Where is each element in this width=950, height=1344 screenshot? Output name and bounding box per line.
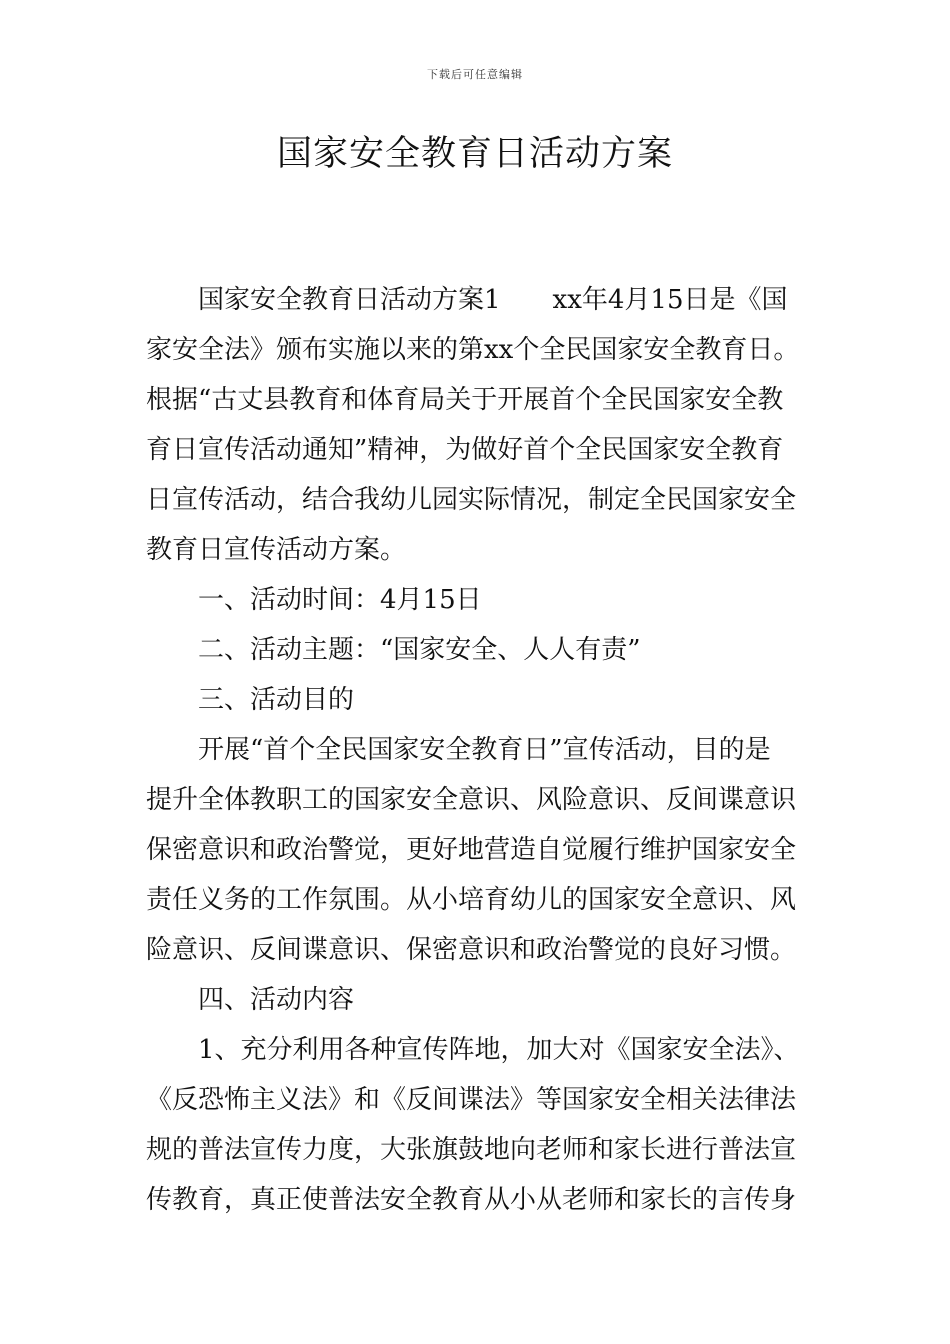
text-line: 1、充分利用各种宣传阵地，加大对《国家安全法》、 <box>198 1035 800 1065</box>
text-line: 保密意识和政治警觉，更好地营造自觉履行维护国家安全 <box>146 835 797 865</box>
text-line: 险意识、反间谍意识、保密意识和政治警觉的良好习惯。 <box>146 935 797 965</box>
text-line: 二、活动主题：“国家安全、人人有责” <box>198 635 641 665</box>
document-body <box>146 278 806 1228</box>
text-line: 开展“首个全民国家安全教育日”宣传活动，目的是 <box>198 735 771 765</box>
text-line: 育日宣传活动通知”精神，为做好首个全民国家安全教育 <box>146 435 784 465</box>
text-line: 提升全体教职工的国家安全意识、风险意识、反间谍意识 <box>146 785 797 815</box>
text-line: 教育日宣传活动方案。 <box>146 535 407 565</box>
text-line: 规的普法宣传力度，大张旗鼓地向老师和家长进行普法宣 <box>146 1135 797 1165</box>
text-line: 日宣传活动，结合我幼儿园实际情况，制定全民国家安全 <box>146 485 797 515</box>
text-line: 《反恐怖主义法》和《反间谍法》等国家安全相关法律法 <box>146 1085 797 1115</box>
text-line: 国家安全教育日活动方案1 xx年4月15日是《国 <box>198 285 788 315</box>
text-line: 根据“古丈县教育和体育局关于开展首个全民国家安全教 <box>146 385 784 415</box>
text-line: 四、活动内容 <box>198 985 355 1015</box>
document-title: 国家安全教育日活动方案 <box>276 134 673 174</box>
header-note: 下载后可任意编辑 <box>427 68 523 81</box>
text-line: 三、活动目的 <box>198 685 355 715</box>
text-line: 传教育，真正使普法安全教育从小从老师和家长的言传身 <box>146 1185 797 1215</box>
text-line: 责任义务的工作氛围。从小培育幼儿的国家安全意识、风 <box>146 885 797 915</box>
text-line: 一、活动时间：4月15日 <box>198 585 482 615</box>
text-line: 家安全法》颁布实施以来的第xx个全民国家安全教育日。 <box>146 335 800 365</box>
